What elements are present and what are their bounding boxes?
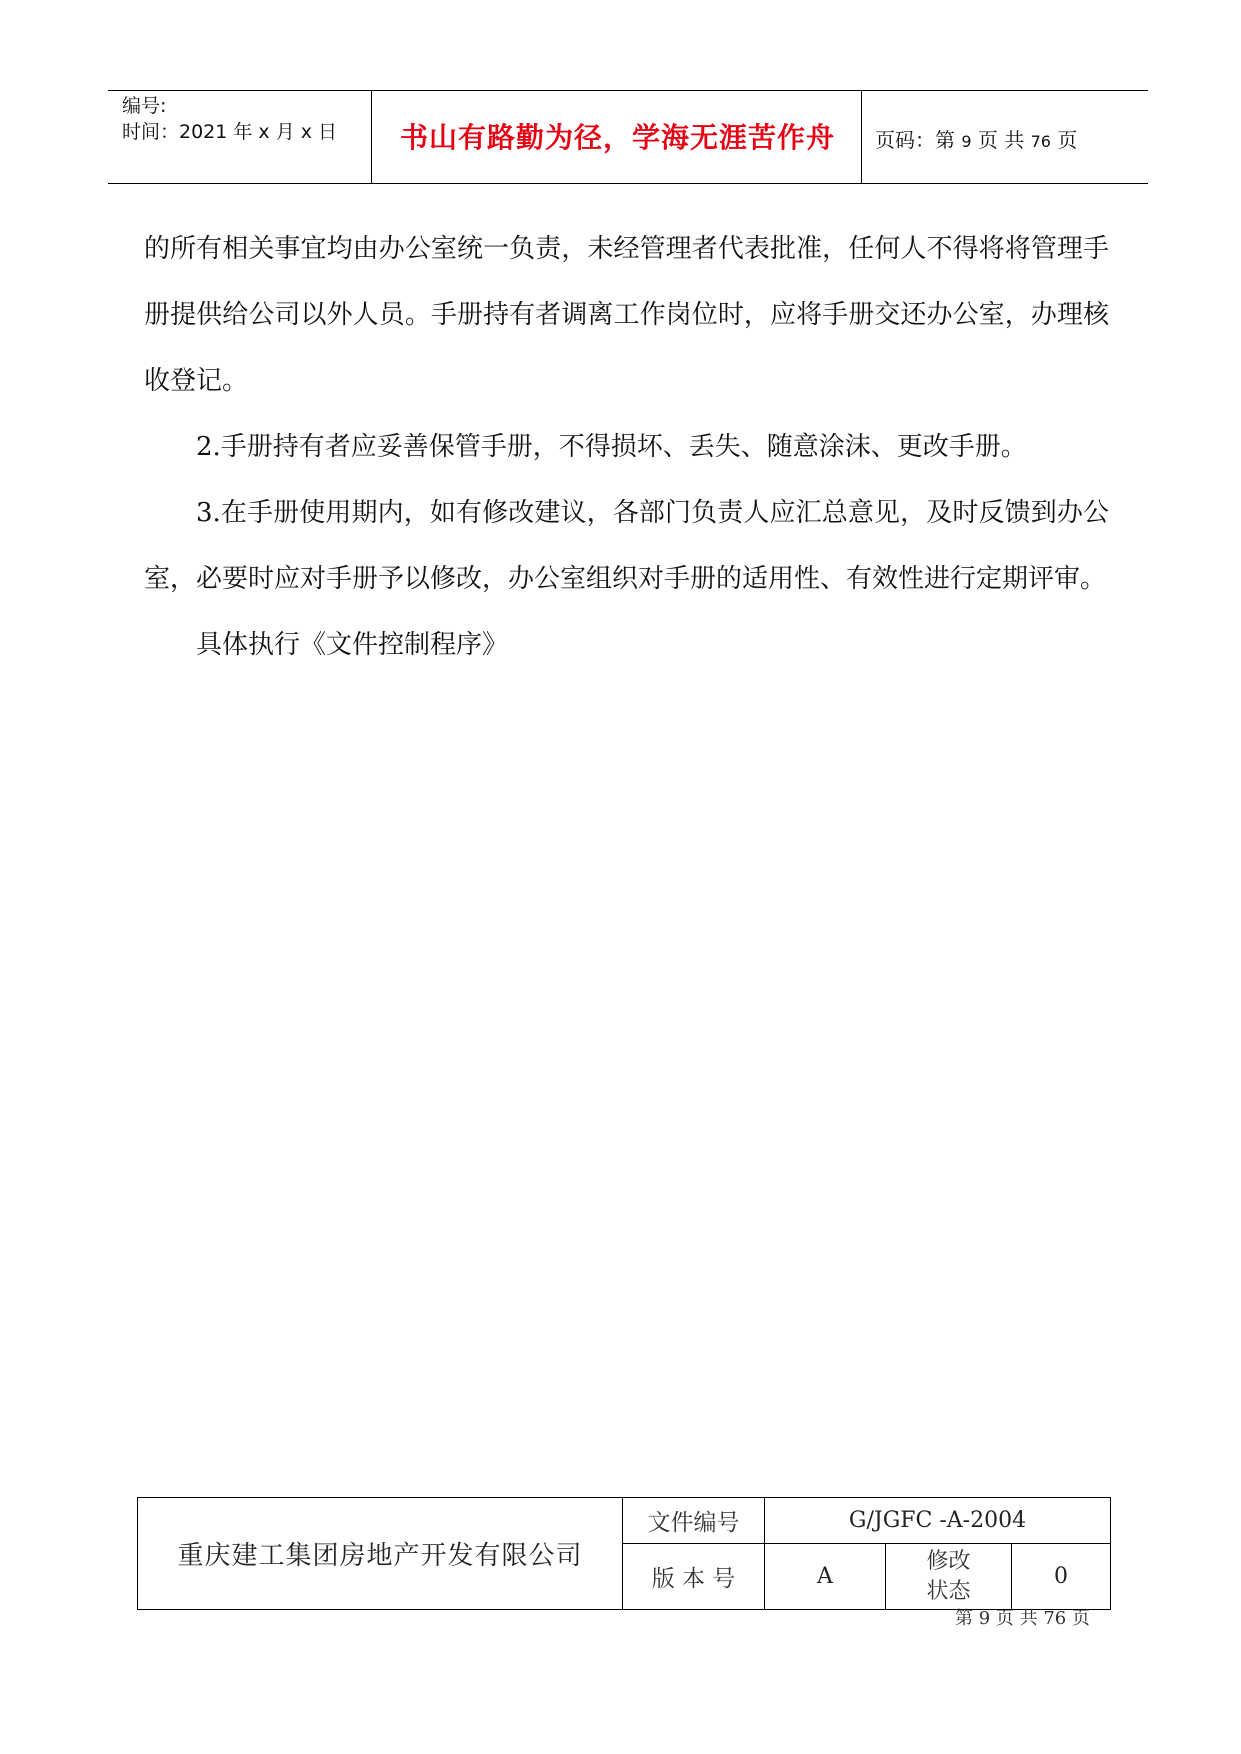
company-name: 重庆建工集团房地产开发有限公司 [138, 1498, 623, 1610]
paragraph: 3.在手册使用期内，如有修改建议，各部门负责人应汇总意见，及时反馈到办公室，必要时应对手册予以修改，办公室组织对手册的适用性、有效性进行定期评审。 [144, 498, 1109, 594]
revision-label [886, 1544, 1012, 1610]
document-number-label: 编号: [122, 95, 167, 117]
header-divider-right [861, 90, 862, 184]
document-time: 时间：2021 年 x 月 x 日 [122, 121, 338, 143]
paragraph: 2.手册持有者应妥善保管手册，不得损坏、丢失、随意涂沫、更改手册。 [196, 432, 1027, 462]
page-total: 76 [1030, 132, 1051, 151]
doc-number-label: 文件编号 [623, 1498, 765, 1544]
document-control-table [137, 1497, 1111, 1610]
footer-page-number: 第 9 页 共 76 页 [955, 1608, 1090, 1629]
doc-number: G/JGFC -A-2004 [765, 1498, 1111, 1544]
header-motto: 书山有路勤为径，学海无涯苦作舟 [399, 121, 835, 154]
revision-label-line2: 状态 [926, 1578, 971, 1604]
version-value: A [765, 1544, 886, 1610]
header-top-rule [108, 90, 1148, 91]
page-current: 9 [961, 132, 972, 151]
paragraph: 具体执行《文件控制程序》 [196, 630, 509, 660]
paragraph: 的所有相关事宜均由办公室统一负责，未经管理者代表批准，任何人不得将将管理手册提供给公司以外人员。手册持有者调离工作岗位时，应将手册交还办公室，办理核收登记。 [144, 234, 1109, 396]
page-prefix: 页码：第 [875, 128, 955, 152]
version-label: 版 本 号 [623, 1544, 765, 1610]
page-mid: 页 共 [977, 128, 1025, 152]
header-meta [122, 93, 337, 145]
header-divider-left [371, 90, 372, 184]
page-suffix: 页 [1057, 128, 1078, 152]
document-body [144, 216, 1109, 678]
revision-label-line1: 修改 [926, 1548, 971, 1574]
header-bottom-rule [108, 183, 1148, 184]
revision-value: 0 [1012, 1544, 1111, 1610]
header-page-info [875, 124, 1077, 153]
